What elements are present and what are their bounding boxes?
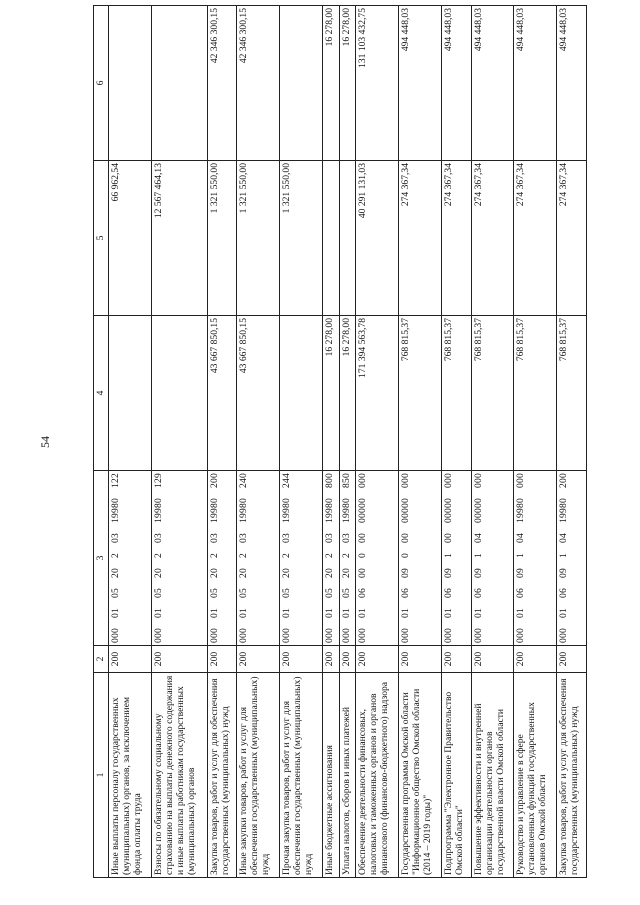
code-part: 06 [400, 588, 412, 598]
classification-code-parts [324, 473, 335, 643]
code-part: 01 [324, 608, 335, 618]
classification-code-parts [443, 473, 454, 643]
code-part: 000 [472, 473, 484, 489]
row-value-col6 [151, 6, 207, 161]
code-part: 2 [281, 553, 293, 558]
row-name: Обеспечение деятельности финансовых, налоговых и таможенных органов и органов финансового (финансово-бюджетного) надзора [356, 673, 399, 878]
row-value-col4: 43 667 850,15 [237, 316, 280, 471]
code-part: 19980 [340, 498, 352, 523]
code-part: 200 [558, 473, 570, 489]
code-part: 00 [400, 533, 412, 543]
row-value-col4: 768 815,37 [441, 316, 471, 471]
code-part: 2 [238, 553, 250, 558]
code-part: 05 [324, 588, 335, 598]
table-row [356, 6, 399, 878]
code-part: 000 [558, 628, 570, 643]
row-admin-code: 200 [557, 646, 587, 673]
code-part: 09 [558, 568, 570, 578]
row-name: Прочая закупка товаров, работ и услуг для обеспечения государственных (муниципальных) нужд [280, 673, 323, 878]
code-part: 01 [152, 608, 164, 618]
row-value-col4 [109, 316, 152, 471]
code-part: 05 [208, 588, 220, 598]
column-header-1: 1 [94, 673, 109, 878]
row-value-col5: 12 567 464,13 [151, 161, 207, 316]
code-part: 05 [152, 588, 164, 598]
code-part: 000 [281, 628, 293, 643]
code-part: 244 [281, 473, 293, 489]
classification-code-parts [238, 473, 249, 643]
row-value-col5: 274 367,34 [441, 161, 471, 316]
row-name: Закупка товаров, работ и услуг для обеспечения государственных (муниципальных) нужд [557, 673, 587, 878]
row-classification-code [109, 471, 152, 646]
row-classification-code [514, 471, 557, 646]
code-part: 20 [208, 568, 220, 578]
code-part: 000 [400, 473, 412, 489]
code-part: 09 [400, 568, 412, 578]
code-part: 1 [515, 553, 527, 558]
row-value-col4 [280, 316, 323, 471]
row-name: Иные выплаты персоналу государственных (муниципальных) органов, за исключением фонда оплаты труда [109, 673, 152, 878]
row-value-col4: 16 278,00 [339, 316, 356, 471]
code-part: 000 [152, 628, 164, 643]
row-admin-code: 200 [471, 646, 514, 673]
row-admin-code: 200 [207, 646, 237, 673]
code-part: 00000 [472, 498, 484, 523]
row-classification-code [207, 471, 237, 646]
code-part: 09 [442, 568, 454, 578]
row-classification-code [280, 471, 323, 646]
code-part: 000 [442, 473, 454, 489]
row-value-col6 [109, 6, 152, 161]
code-part: 000 [357, 473, 369, 489]
row-value-col5 [323, 161, 340, 316]
code-part: 06 [357, 588, 369, 598]
code-part: 05 [238, 588, 250, 598]
row-classification-code [356, 471, 399, 646]
code-part: 000 [400, 628, 412, 643]
code-part: 03 [340, 533, 352, 543]
row-value-col5: 1 321 550,00 [207, 161, 237, 316]
row-name: Иные закупки товаров, работ и услуг для обеспечения государственных (муниципальных) нужд [237, 673, 280, 878]
row-admin-code: 200 [237, 646, 280, 673]
code-part: 000 [515, 628, 527, 643]
table-row [323, 6, 340, 878]
row-name: Повышение эффективности и внутренней организации деятельности органов государственной власти Омской области [471, 673, 514, 878]
row-name: Уплата налогов, сборов и иных платежей [339, 673, 356, 878]
code-part: 05 [110, 588, 121, 598]
code-part: 01 [515, 608, 527, 618]
row-name: Иные бюджетные ассигнования [323, 673, 340, 878]
column-header-2: 2 [94, 646, 109, 673]
classification-code-parts [153, 473, 164, 643]
table-row [471, 6, 514, 878]
code-part: 00 [357, 568, 369, 578]
code-part: 19980 [515, 498, 527, 523]
code-part: 19980 [238, 498, 250, 523]
classification-code-parts [473, 473, 484, 643]
code-part: 20 [110, 568, 121, 578]
code-part: 05 [281, 588, 293, 598]
code-part: 000 [324, 628, 335, 643]
row-value-col4: 43 667 850,15 [207, 316, 237, 471]
code-part: 2 [340, 553, 352, 558]
row-admin-code: 200 [151, 646, 207, 673]
code-part: 19980 [208, 498, 220, 523]
code-part: 00000 [400, 498, 412, 523]
code-part: 03 [238, 533, 250, 543]
row-value-col6: 42 346 300,15 [207, 6, 237, 161]
row-name: Государственная программа Омской области "Информационное общество Омской области (2014 – 2019 годы)" [399, 673, 442, 878]
header-row [94, 6, 109, 878]
table-body [109, 6, 587, 878]
table-row [339, 6, 356, 878]
page-number: 54 [38, 436, 52, 448]
row-value-col6: 131 103 432,75 [356, 6, 399, 161]
row-name: Подпрограмма "Электронное Правительство Омской области" [441, 673, 471, 878]
column-header-6: 6 [94, 6, 109, 161]
table-row [207, 6, 237, 878]
code-part: 09 [472, 568, 484, 578]
code-part: 06 [472, 588, 484, 598]
code-part: 01 [400, 608, 412, 618]
row-admin-code: 200 [399, 646, 442, 673]
code-part: 000 [515, 473, 527, 489]
row-value-col6: 16 278,00 [339, 6, 356, 161]
rotated-table-container [93, 8, 587, 878]
row-value-col6: 494 448,03 [399, 6, 442, 161]
code-part: 00000 [442, 498, 454, 523]
row-name: Закупка товаров, работ и услуг для обеспечения государственных (муниципальных) нужд [207, 673, 237, 878]
column-header-5: 5 [94, 161, 109, 316]
row-value-col4: 768 815,37 [514, 316, 557, 471]
code-part: 03 [208, 533, 220, 543]
code-part: 20 [152, 568, 164, 578]
row-classification-code [557, 471, 587, 646]
row-value-col6: 494 448,03 [514, 6, 557, 161]
table-row [514, 6, 557, 878]
row-value-col5: 274 367,34 [514, 161, 557, 316]
row-classification-code [323, 471, 340, 646]
row-value-col5: 66 962,54 [109, 161, 152, 316]
code-part: 000 [357, 628, 369, 643]
code-part: 000 [238, 628, 250, 643]
code-part: 06 [515, 588, 527, 598]
table-row [441, 6, 471, 878]
table-row [151, 6, 207, 878]
row-value-col6: 16 278,00 [323, 6, 340, 161]
code-part: 19980 [152, 498, 164, 523]
row-admin-code: 200 [339, 646, 356, 673]
table-row [237, 6, 280, 878]
code-part: 000 [340, 628, 352, 643]
row-classification-code [151, 471, 207, 646]
code-part: 000 [442, 628, 454, 643]
code-part: 2 [110, 553, 121, 558]
code-part: 04 [472, 533, 484, 543]
code-part: 2 [152, 553, 164, 558]
table-row [109, 6, 152, 878]
code-part: 06 [558, 588, 570, 598]
code-part: 09 [515, 568, 527, 578]
classification-code-parts [110, 473, 121, 643]
code-part: 240 [238, 473, 250, 489]
code-part: 2 [324, 553, 335, 558]
code-part: 000 [208, 628, 220, 643]
code-part: 01 [558, 608, 570, 618]
row-admin-code: 200 [514, 646, 557, 673]
row-value-col6 [280, 6, 323, 161]
classification-code-parts [558, 473, 569, 643]
code-part: 03 [152, 533, 164, 543]
row-admin-code: 200 [356, 646, 399, 673]
code-part: 01 [208, 608, 220, 618]
row-value-col6: 494 448,03 [557, 6, 587, 161]
budget-table [93, 5, 587, 878]
row-value-col6: 42 346 300,15 [237, 6, 280, 161]
code-part: 19980 [324, 498, 335, 523]
classification-code-parts [209, 473, 220, 643]
code-part: 01 [110, 608, 121, 618]
table-row [399, 6, 442, 878]
code-part: 1 [472, 553, 484, 558]
classification-code-parts [515, 473, 526, 643]
row-value-col6: 494 448,03 [471, 6, 514, 161]
code-part: 19980 [558, 498, 570, 523]
code-part: 2 [208, 553, 220, 558]
column-header-4: 4 [94, 316, 109, 471]
row-value-col6: 494 448,03 [441, 6, 471, 161]
code-part: 20 [281, 568, 293, 578]
code-part: 000 [472, 628, 484, 643]
code-part: 01 [281, 608, 293, 618]
code-part: 01 [357, 608, 369, 618]
code-part: 03 [110, 533, 121, 543]
code-part: 01 [442, 608, 454, 618]
code-part: 1 [558, 553, 570, 558]
row-value-col4: 768 815,37 [557, 316, 587, 471]
column-header-3: 3 [94, 471, 109, 646]
code-part: 122 [110, 473, 121, 489]
table-row [557, 6, 587, 878]
code-part: 01 [238, 608, 250, 618]
row-classification-code [399, 471, 442, 646]
code-part: 03 [324, 533, 335, 543]
code-part: 20 [324, 568, 335, 578]
classification-code-parts [400, 473, 411, 643]
table-row [280, 6, 323, 878]
code-part: 06 [442, 588, 454, 598]
code-part: 00 [442, 533, 454, 543]
code-part: 01 [472, 608, 484, 618]
row-classification-code [339, 471, 356, 646]
row-classification-code [441, 471, 471, 646]
row-value-col5: 274 367,34 [471, 161, 514, 316]
row-value-col5: 40 291 131,03 [356, 161, 399, 316]
classification-code-parts [341, 473, 352, 643]
code-part: 03 [281, 533, 293, 543]
code-part: 19980 [110, 498, 121, 523]
code-part: 1 [442, 553, 454, 558]
code-part: 0 [400, 553, 412, 558]
row-value-col4: 171 394 563,78 [356, 316, 399, 471]
row-value-col5: 274 367,34 [399, 161, 442, 316]
row-name: Взносы по обязательному социальному страхованию на выплаты денежного содержания и иные выплаты работникам государственных (муниципальных) органов [151, 673, 207, 878]
row-value-col5: 1 321 550,00 [237, 161, 280, 316]
code-part: 19980 [281, 498, 293, 523]
code-part: 000 [110, 628, 121, 643]
code-part: 20 [340, 568, 352, 578]
code-part: 00000 [357, 498, 369, 523]
code-part: 01 [340, 608, 352, 618]
classification-code-parts [357, 473, 368, 643]
code-part: 04 [558, 533, 570, 543]
classification-code-parts [281, 473, 292, 643]
code-part: 05 [340, 588, 352, 598]
row-value-col4 [151, 316, 207, 471]
row-value-col5 [339, 161, 356, 316]
row-name: Руководство и управление в сфере установленных функций государственных органов Омской области [514, 673, 557, 878]
row-classification-code [471, 471, 514, 646]
row-admin-code: 200 [323, 646, 340, 673]
code-part: 00 [357, 533, 369, 543]
row-value-col4: 768 815,37 [471, 316, 514, 471]
code-part: 129 [152, 473, 164, 489]
row-admin-code: 200 [441, 646, 471, 673]
code-part: 04 [515, 533, 527, 543]
code-part: 20 [238, 568, 250, 578]
code-part: 0 [357, 553, 369, 558]
row-admin-code: 200 [109, 646, 152, 673]
row-value-col5: 1 321 550,00 [280, 161, 323, 316]
row-value-col4: 16 278,00 [323, 316, 340, 471]
row-value-col4: 768 815,37 [399, 316, 442, 471]
code-part: 800 [324, 473, 335, 489]
row-classification-code [237, 471, 280, 646]
row-value-col5: 274 367,34 [557, 161, 587, 316]
row-admin-code: 200 [280, 646, 323, 673]
code-part: 200 [208, 473, 220, 489]
code-part: 850 [340, 473, 352, 489]
